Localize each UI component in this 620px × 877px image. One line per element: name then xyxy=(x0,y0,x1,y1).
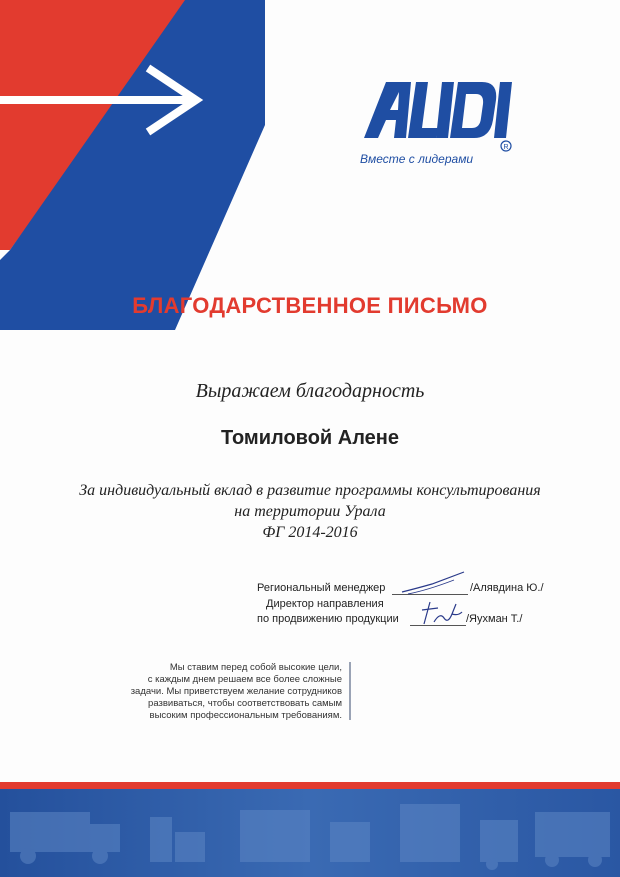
signatory-role-1: Региональный менеджер xyxy=(257,582,386,594)
footer-red-stripe xyxy=(0,782,620,789)
footer-band xyxy=(0,782,620,877)
gratitude-expression: Выражаем благодарность xyxy=(195,380,425,402)
logo-tagline: Вместе с лидерами xyxy=(360,152,474,166)
signatory-role-2b: по продвижению продукции xyxy=(257,613,399,625)
signature-1 xyxy=(398,570,468,600)
motto-divider xyxy=(349,662,351,720)
reason-text xyxy=(20,480,600,543)
signatory-role-2: Директор направления xyxy=(266,598,384,610)
svg-text:R: R xyxy=(503,144,509,151)
signatory-name-1: /Алявдина Ю./ xyxy=(470,582,544,594)
reason-line: ФГ 2014-2016 xyxy=(262,524,358,541)
signatory-name-2: /Яухман Т./ xyxy=(466,613,523,625)
company-motto: Мы ставим перед собой высокие цели, с каждым днем решаем все более сложные задачи. Мы приветствуем желание сотрудников развиваться, чтобы соответствовать самым высоким профессиональным требованиям. xyxy=(130,662,342,721)
logo-wordmark xyxy=(364,82,512,138)
letter-title: БЛАГОДАРСТВЕННОЕ ПИСЬМО xyxy=(132,293,488,318)
signature-2 xyxy=(418,598,468,628)
corner-decoration xyxy=(0,0,300,340)
reason-line: на территории Урала xyxy=(234,503,386,520)
recipient-name: Томиловой Алене xyxy=(221,427,399,449)
reason-line: За индивидуальный вклад в развитие программы консультирования xyxy=(79,482,541,499)
